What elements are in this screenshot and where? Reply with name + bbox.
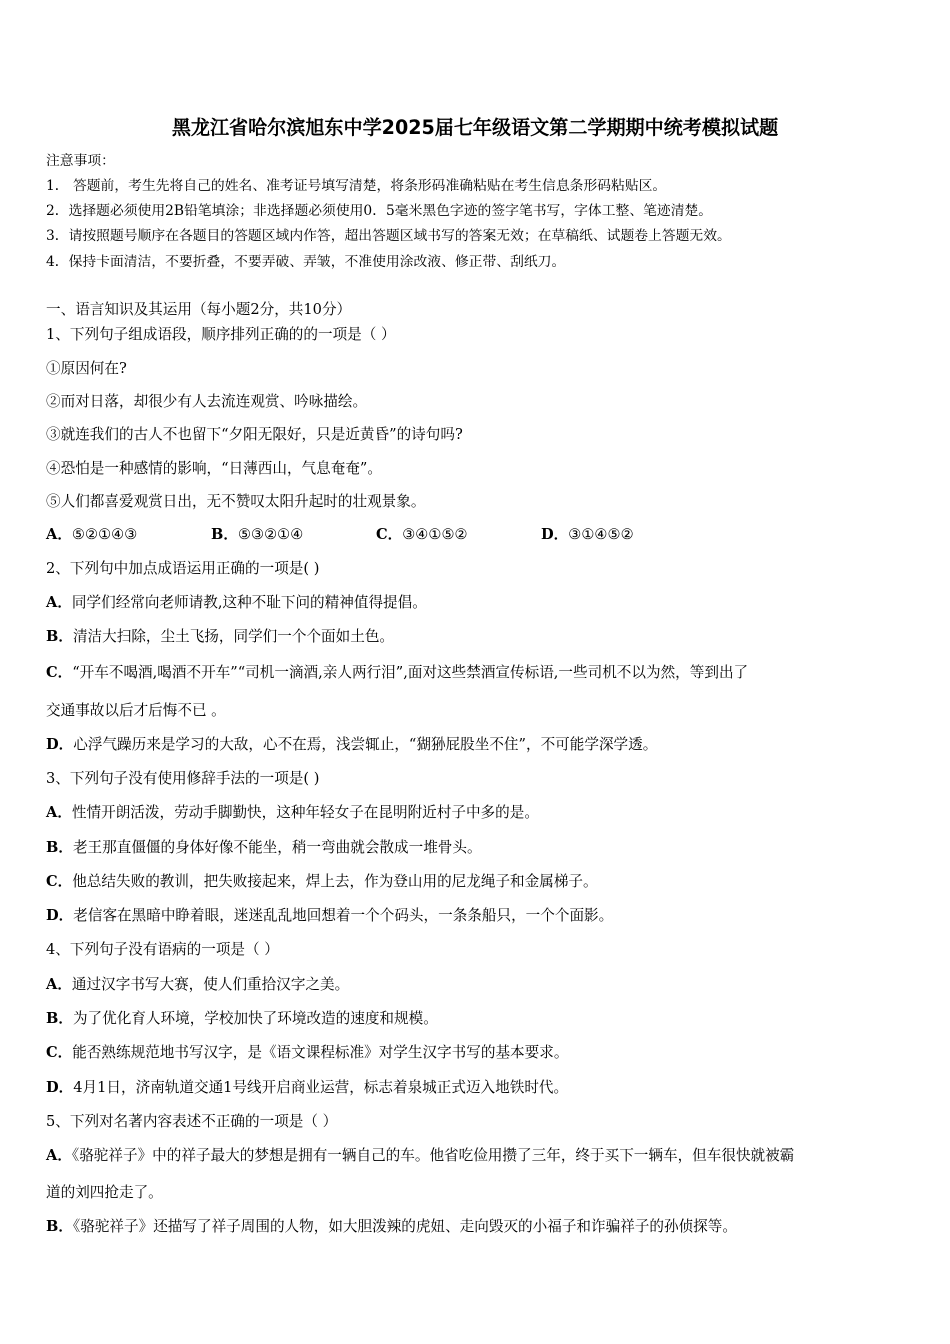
option-text: “开车不喝酒,喝酒不开车”“司机一滴酒,亲人两行泪”,面对这些禁酒宣传标语,一些司机不以为然，等到出了 [72,664,749,681]
q1-sentence-4: ④恐怕是一种感情的影响，“日薄西山，气息奄奄”。 [46,460,382,477]
q3-stem: 3、下列句子没有使用修辞手法的一项是( ) [46,770,320,787]
q4-option-c [46,1044,568,1062]
option-text: 老信客在黑暗中睁着眼，迷迷乱乱地回想着一个个码头，一条条船只，一个个面影。 [73,907,614,924]
q1-option-a-letter: A． [46,526,72,543]
option-text: 通过汉字书写大赛，使人们重拾汉字之美。 [71,976,350,993]
q2-option-c [46,664,748,682]
option-letter: C． [46,664,73,681]
q3-option-b [46,839,482,857]
option-letter: D． [46,736,74,753]
notice-item-2: 2．选择题必须使用2B铅笔填涂；非选择题必须使用0．5毫米黑色字迹的签字笔书写，字体工整、笔迹清楚。 [46,203,713,219]
q1-option-b [211,526,376,544]
q2-option-d [46,736,657,754]
q2-option-a [46,594,427,612]
option-text: 老王那直僵僵的身体好像不能坐，稍一弯曲就会散成一堆骨头。 [72,839,482,856]
q1-option-b-letter: B． [211,526,238,543]
q3-option-a [46,804,539,822]
q1-sentence-1: ①原因何在? [46,360,127,377]
q1-option-d-text: ③①④⑤② [568,526,634,543]
q4-stem: 4、下列句子没有语病的一项是（ ） [46,941,279,958]
option-text: 同学们经常向老师请教,这种不耻下问的精神值得提倡。 [71,594,427,611]
q4-option-d [46,1079,568,1097]
q2-option-c-cont: 交通事故以后才后悔不已 。 [46,702,226,719]
q1-sentence-3: ③就连我们的古人不也留下“夕阳无限好，只是近黄昏”的诗句吗? [46,426,463,443]
option-letter: D． [46,1079,74,1096]
option-letter: A． [46,976,72,993]
q4-option-b [46,1010,438,1028]
option-letter: C． [46,1044,73,1061]
q1-option-c-letter: C． [376,526,403,543]
option-text: 性情开朗活泼，劳动手脚勤快，这种年轻女子在昆明附近村子中多的是。 [71,804,539,821]
q3-option-d [46,907,613,925]
option-text: 能否熟练规范地书写汉字，是《语文课程标准》对学生汉字书写的基本要求。 [72,1044,569,1061]
option-letter: A． [46,594,72,611]
q1-options [46,526,634,544]
q1-sentence-5: ⑤人们都喜爱观赏日出，无不赞叹太阳升起时的壮观景象。 [46,493,426,510]
notice-item-4: 4．保持卡面清洁，不要折叠，不要弄破、弄皱，不准使用涂改液、修正带、刮纸刀。 [46,254,566,270]
q1-option-c-text: ③④①⑤② [402,526,468,543]
q5-stem: 5、下列对名著内容表述不正确的一项是（ ） [46,1113,338,1130]
option-letter: A． [46,804,72,821]
q1-sentence-2: ②而对日落，却很少有人去流连观赏、吟咏描绘。 [46,393,368,410]
notice-heading: 注意事项： [46,153,115,169]
option-text: 为了优化育人环境，学校加快了环境改造的速度和规模。 [72,1010,438,1027]
q3-option-c [46,873,598,891]
q1-stem: 1、下列句子组成语段，顺序排列正确的的一项是（ ） [46,326,396,343]
option-text: 心浮气躁历来是学习的大敌，心不在焉，浅尝辄止，“猢狲屁股坐不住”，不可能学深学透。 [73,736,658,753]
option-letter: B． [46,1218,73,1235]
option-text: 《骆驼祥子》还描写了祥子周围的人物，如大胆泼辣的虎妞、走向毁灭的小福子和诈骗祥子的孙侦探等。 [72,1218,737,1235]
option-letter: D． [46,907,74,924]
q5-option-b [46,1218,737,1236]
option-letter: B． [46,1010,73,1027]
option-letter: A． [46,1147,72,1164]
option-text: 《骆驼祥子》中的祥子最大的梦想是拥有一辆自己的车。他省吃俭用攒了三年，终于买下一辆车，但车很快就被霸 [71,1147,795,1164]
notice-item-3: 3．请按照题号顺序在各题目的答题区域内作答，超出答题区域书写的答案无效；在草稿纸、试题卷上答题无效。 [46,228,731,244]
section-heading: 一、语言知识及其运用（每小题2分，共10分） [46,301,352,318]
q5-option-a-cont: 道的刘四抢走了。 [46,1184,163,1201]
q1-option-d [541,526,634,544]
q1-option-a [46,526,211,544]
q2-option-b [46,628,394,646]
q1-option-c [376,526,541,544]
page-title: 黑龙江省哈尔滨旭东中学2025届七年级语文第二学期期中统考模拟试题 [171,116,779,139]
option-letter: B． [46,839,73,856]
q4-option-a [46,976,349,994]
option-letter: C． [46,873,73,890]
notice-item-1: 1． 答题前，考生先将自己的姓名、准考证号填写清楚，将条形码准确粘贴在考生信息条形码粘贴区。 [46,178,667,194]
option-text: 他总结失败的教训，把失败接起来，焊上去，作为登山用的尼龙绳子和金属梯子。 [72,873,598,890]
q5-option-a [46,1147,794,1165]
q1-option-d-letter: D． [541,526,569,543]
option-text: 清洁大扫除，尘土飞扬，同学们一个个面如土色。 [72,628,395,645]
option-text: 4月1日，济南轨道交通1号线开启商业运营，标志着泉城正式迈入地铁时代。 [73,1079,569,1096]
q2-stem: 2、下列句中加点成语运用正确的一项是( ) [46,560,320,577]
q1-option-a-text: ⑤②①④③ [71,526,138,543]
q1-option-b-text: ⑤③②①④ [237,526,304,543]
option-letter: B． [46,628,73,645]
